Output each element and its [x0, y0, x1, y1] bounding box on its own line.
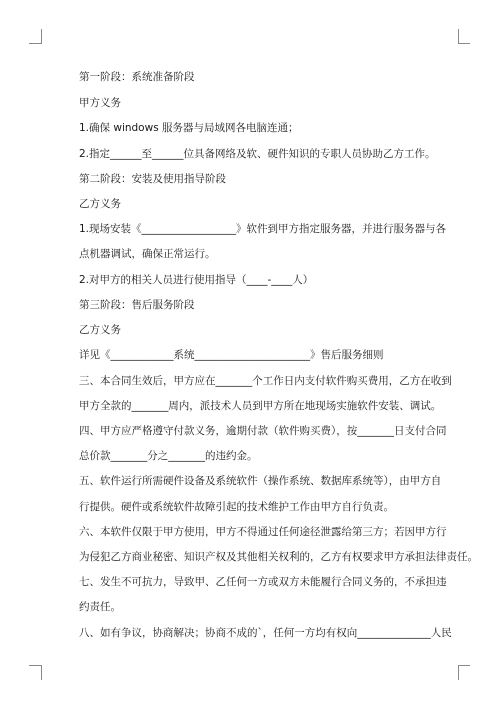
clause-4-line-1: 四、甲方应严格遵守付款义务，逾期付款（软件购买费），按_______日支付合同 [79, 425, 447, 437]
paragraph-line: 2.指定______至______位具备网络及软、硬件知识的专职人员协助乙方工作。 [79, 148, 436, 160]
paragraph-line: 1.确保 windows 服务器与局域网各电脑连通； [79, 122, 299, 134]
crop-mark-bottom-left-h [29, 665, 41, 666]
clause-3-line-2: 甲方全款的_______周内，派技术人员到甲方所在地现场实施软件安装、调试。 [79, 400, 442, 412]
clause-6-line-1: 六、本软件仅限于甲方使用，甲方不得通过任何途径泄露给第三方；若因甲方行 [79, 526, 447, 538]
crop-mark-top-left-h [29, 43, 41, 44]
crop-mark-top-right-h [458, 43, 470, 44]
clause-3-line-1: 三、本合同生效后，甲方应在_______个工作日内支付软件购买费用，乙方在收到 [79, 375, 452, 387]
crop-mark-bottom-left-v [41, 665, 42, 680]
section-heading-phase-3: 第三阶段：售后服务阶段 [79, 299, 195, 311]
clause-8-line-1: 八、如有争议，协商解决；协商不成的`，任何一方均有权向______________人民 [79, 627, 452, 639]
crop-mark-top-left-v [41, 29, 42, 44]
clause-7-line-1: 七、发生不可抗力，导致甲、乙任何一方或双方未能履行合同义务的，不承担违 [79, 576, 447, 588]
paragraph-line: 1.现场安装《__________________》软件到甲方指定服务器，并进行服务器与各 [79, 223, 447, 235]
clause-6-line-2: 为侵犯乙方商业秘密、知识产权及其他相关权利的，乙方有权要求甲方承担法律责任。 [79, 551, 478, 563]
subheading-party-b-duties: 乙方义务 [79, 324, 121, 336]
subheading-party-a-duties: 甲方义务 [79, 97, 121, 109]
crop-mark-top-right-v [458, 29, 459, 44]
crop-mark-bottom-right-v [458, 665, 459, 680]
paragraph-line: 点机器调试，确保正常运行。 [79, 248, 216, 260]
section-heading-phase-1: 第一阶段：系统准备阶段 [79, 71, 195, 83]
paragraph-line: 2.对甲方的相关人员进行使用指导（____-____人） [79, 274, 314, 286]
clause-5-line-2: 行提供。硬件或系统软件故障引起的技术维护工作由甲方自行负责。 [79, 501, 394, 513]
clause-7-line-2: 约责任。 [79, 601, 121, 613]
paragraph-line: 详见《____________系统______________________》售后服务细则 [79, 349, 384, 361]
crop-mark-bottom-right-h [458, 665, 470, 666]
section-heading-phase-2: 第二阶段：安装及使用指导阶段 [79, 173, 226, 185]
subheading-party-b-duties: 乙方义务 [79, 198, 121, 210]
clause-5-line-1: 五、软件运行所需硬件设备及系统软件（操作系统、数据库系统等），由甲方自 [79, 475, 442, 487]
clause-4-line-2: 总价款_______分之_______的违约金。 [79, 450, 258, 462]
